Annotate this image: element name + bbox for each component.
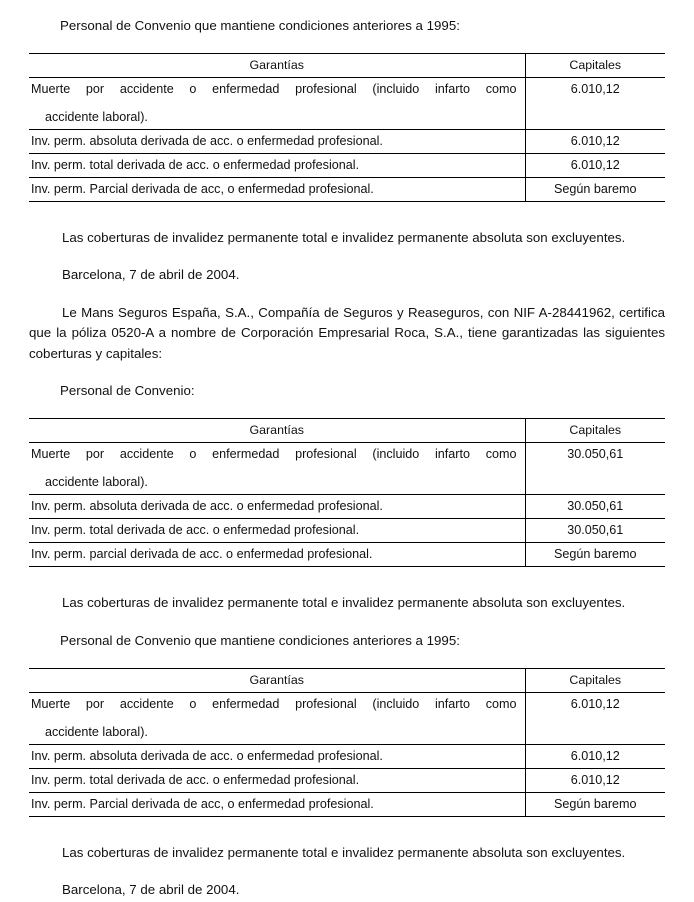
heading-pre1995-top: Personal de Convenio que mantiene condiciones anteriores a 1995: (60, 18, 460, 33)
table-row (29, 177, 665, 201)
spacer (29, 364, 665, 381)
garantia-line-1: Muerte por accidente o enfermedad profesional (incluido infarto como (31, 696, 517, 711)
cell-capital: 6.010,12 (525, 692, 665, 744)
spacer (29, 652, 665, 668)
cell-garantia: Inv. perm. Parcial derivada de acc, o enfermedad profesional. (29, 792, 525, 816)
cell-capital: 6.010,12 (525, 129, 665, 153)
table-row (29, 542, 665, 566)
exclusion-note-3: Las coberturas de invalidez permanente total e invalidez permanente absoluta son excluyentes. (62, 844, 626, 860)
exclusion-note-1: Las coberturas de invalidez permanente total e invalidez permanente absoluta son excluyentes. (62, 229, 626, 245)
garantia-line-1: Muerte por accidente o enfermedad profesional (incluido infarto como (31, 446, 517, 461)
garantia-line-2: accidente laboral). (45, 109, 148, 124)
table-row (29, 768, 665, 792)
table-header-row (29, 53, 665, 77)
spacer (29, 817, 665, 843)
column-header-capitales: Capitales (525, 668, 665, 692)
cell-capital: Según baremo (525, 542, 665, 566)
spacer (29, 863, 665, 880)
heading-pre1995-bottom: Personal de Convenio que mantiene condiciones anteriores a 1995: (60, 633, 460, 648)
cell-capital: Según baremo (525, 177, 665, 201)
table-row (29, 77, 665, 129)
spacer (29, 202, 665, 228)
cell-capital: Según baremo (525, 792, 665, 816)
place-date-1: Barcelona, 7 de abril de 2004. (62, 267, 240, 282)
spacer (29, 248, 665, 265)
column-header-garantias: Garantías (29, 668, 525, 692)
spacer (29, 286, 665, 303)
cell-garantia: Inv. perm. absoluta derivada de acc. o enfermedad profesional. (29, 129, 525, 153)
column-header-garantias: Garantías (29, 53, 525, 77)
column-header-capitales: Capitales (525, 418, 665, 442)
heading-personal-convenio: Personal de Convenio: (60, 383, 195, 398)
table-row (29, 494, 665, 518)
spacer (29, 613, 665, 631)
certification-paragraph: Le Mans Seguros España, S.A., Compañía de Seguros y Reaseguros, con NIF A-28441962, certifica que la póliza 0520-A a nombre de Corporación Empresarial Roca, S.A., tiene garantizadas las siguientes coberturas y capitales: (29, 304, 665, 361)
cell-capital: 30.050,61 (525, 442, 665, 494)
table-row (29, 744, 665, 768)
cell-capital: 6.010,12 (525, 768, 665, 792)
cell-garantia (29, 442, 525, 494)
table-row (29, 129, 665, 153)
cell-capital: 6.010,12 (525, 77, 665, 129)
exclusion-note-2: Las coberturas de invalidez permanente total e invalidez permanente absoluta son excluyentes. (62, 594, 626, 610)
column-header-garantias: Garantías (29, 418, 525, 442)
cell-capital: 30.050,61 (525, 494, 665, 518)
table-row (29, 518, 665, 542)
cell-garantia: Inv. perm. total derivada de acc. o enfermedad profesional. (29, 153, 525, 177)
place-date-2: Barcelona, 7 de abril de 2004. (62, 882, 240, 897)
spacer (29, 37, 665, 53)
cell-capital: 6.010,12 (525, 153, 665, 177)
coverage-table-pre1995-bottom (29, 668, 665, 817)
cell-garantia: Inv. perm. Parcial derivada de acc, o enfermedad profesional. (29, 177, 525, 201)
garantia-line-2: accidente laboral). (45, 724, 148, 739)
spacer-top (29, 0, 665, 16)
table-row (29, 692, 665, 744)
cell-garantia (29, 692, 525, 744)
table-header-row (29, 668, 665, 692)
cell-garantia: Inv. perm. total derivada de acc. o enfermedad profesional. (29, 768, 525, 792)
cell-garantia: Inv. perm. total derivada de acc. o enfermedad profesional. (29, 518, 525, 542)
cell-garantia: Inv. perm. parcial derivada de acc. o enfermedad profesional. (29, 542, 525, 566)
garantia-line-1: Muerte por accidente o enfermedad profesional (incluido infarto como (31, 81, 517, 96)
cell-garantia: Inv. perm. absoluta derivada de acc. o enfermedad profesional. (29, 744, 525, 768)
column-header-capitales: Capitales (525, 53, 665, 77)
table-row (29, 153, 665, 177)
spacer (29, 567, 665, 593)
table-row (29, 442, 665, 494)
table-row (29, 792, 665, 816)
table-header-row (29, 418, 665, 442)
cell-capital: 6.010,12 (525, 744, 665, 768)
garantia-line-2: accidente laboral). (45, 474, 148, 489)
cell-capital: 30.050,61 (525, 518, 665, 542)
spacer (29, 402, 665, 418)
cell-garantia: Inv. perm. absoluta derivada de acc. o enfermedad profesional. (29, 494, 525, 518)
cell-garantia (29, 77, 525, 129)
coverage-table-personal-convenio (29, 418, 665, 567)
coverage-table-pre1995-top (29, 53, 665, 202)
